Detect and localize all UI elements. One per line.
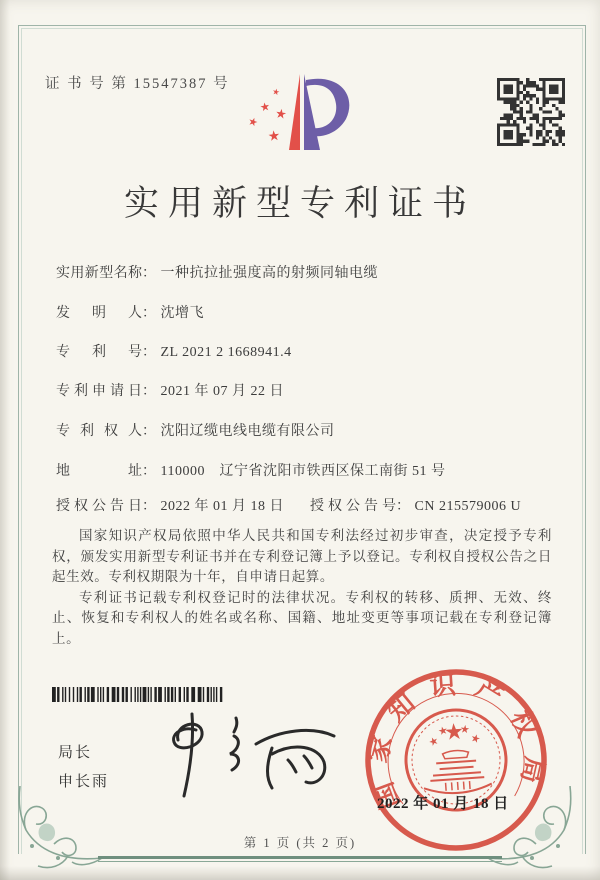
cnipa-logo-icon [234,62,364,158]
field-inventor: 发明人： 沈增飞 [56,302,204,322]
qr-code [497,78,565,146]
field-value: 110000 辽宁省沈阳市铁西区保工南街 51 号 [160,464,446,479]
field-value: 沈阳辽缆电线电缆有限公司 [160,424,335,439]
field-grant-date: 授权公告日： 2022 年 01 月 18 日 授权公告号： CN 215579006 U [56,495,284,515]
field-label: 授权公告号 [310,499,396,514]
field-label: 专利申请日 [56,384,142,399]
field-utility-model-name: 实用新型名称： 一种抗拉扯强度高的射频同轴电缆 [56,262,378,282]
field-label: 专利号 [56,345,142,360]
legal-paragraph-1: 国家知识产权局依照中华人民共和国专利法经过初步审查，决定授予专利权，颁发实用新型专利证书并在专利登记簿上予以登记。专利权自授权公告之日起生效。专利权期限为十年，自申请日起算。 [52,528,552,584]
field-label: 实用新型名称 [56,266,142,281]
barcode [52,687,224,702]
field-patentee: 专利权人： 沈阳辽缆电线电缆有限公司 [56,420,335,440]
field-label: 专利权人 [56,424,142,439]
field-label: 授权公告日 [56,499,142,514]
bottom-rule-thin [98,861,502,862]
signer-title: 局长 [58,744,93,761]
field-value: 2022 年 01 月 18 日 [160,499,284,514]
handwritten-signature [148,710,338,802]
field-patent-number: 专利号： ZL 2021 2 1668941.4 [56,341,292,361]
field-value: 2021 年 07 月 22 日 [160,384,284,399]
legal-paragraph-2: 专利证书记载专利权登记时的法律状况。专利权的转移、质押、无效、终止、恢复和专利权人的姓名或名称、国籍、地址变更等事项记载在专利登记簿上。 [52,589,552,646]
field-application-date: 专利申请日： 2021 年 07 月 22 日 [56,380,284,400]
floral-corner-ornament-left [10,786,110,876]
field-value: 一种抗拉扯强度高的射频同轴电缆 [160,266,378,281]
field-value: 沈增飞 [160,306,204,321]
certificate-title: 实用新型专利证书 [123,184,476,223]
field-address: 地址： 110000 辽宁省沈阳市铁西区保工南街 51 号 [56,460,445,480]
field-label: 发明人 [56,306,142,321]
field-value: ZL 2021 2 1668941.4 [160,345,292,360]
bottom-rule [98,856,502,859]
page-indicator: 第 1 页 (共 2 页) [243,836,357,850]
field-grant-number: 授权公告号： CN 215579006 U [310,495,521,515]
field-label: 地址 [56,464,142,479]
legal-text [52,526,552,649]
seal-agency-text: 国家知识产权局 [362,669,550,813]
signer-name: 申长雨 [58,773,110,790]
certificate-number: 证 书 号 第 15547387 号 [45,76,230,92]
seal-date: 2022 年 01 月 18 日 [377,796,509,812]
field-value: CN 215579006 U [414,499,522,514]
